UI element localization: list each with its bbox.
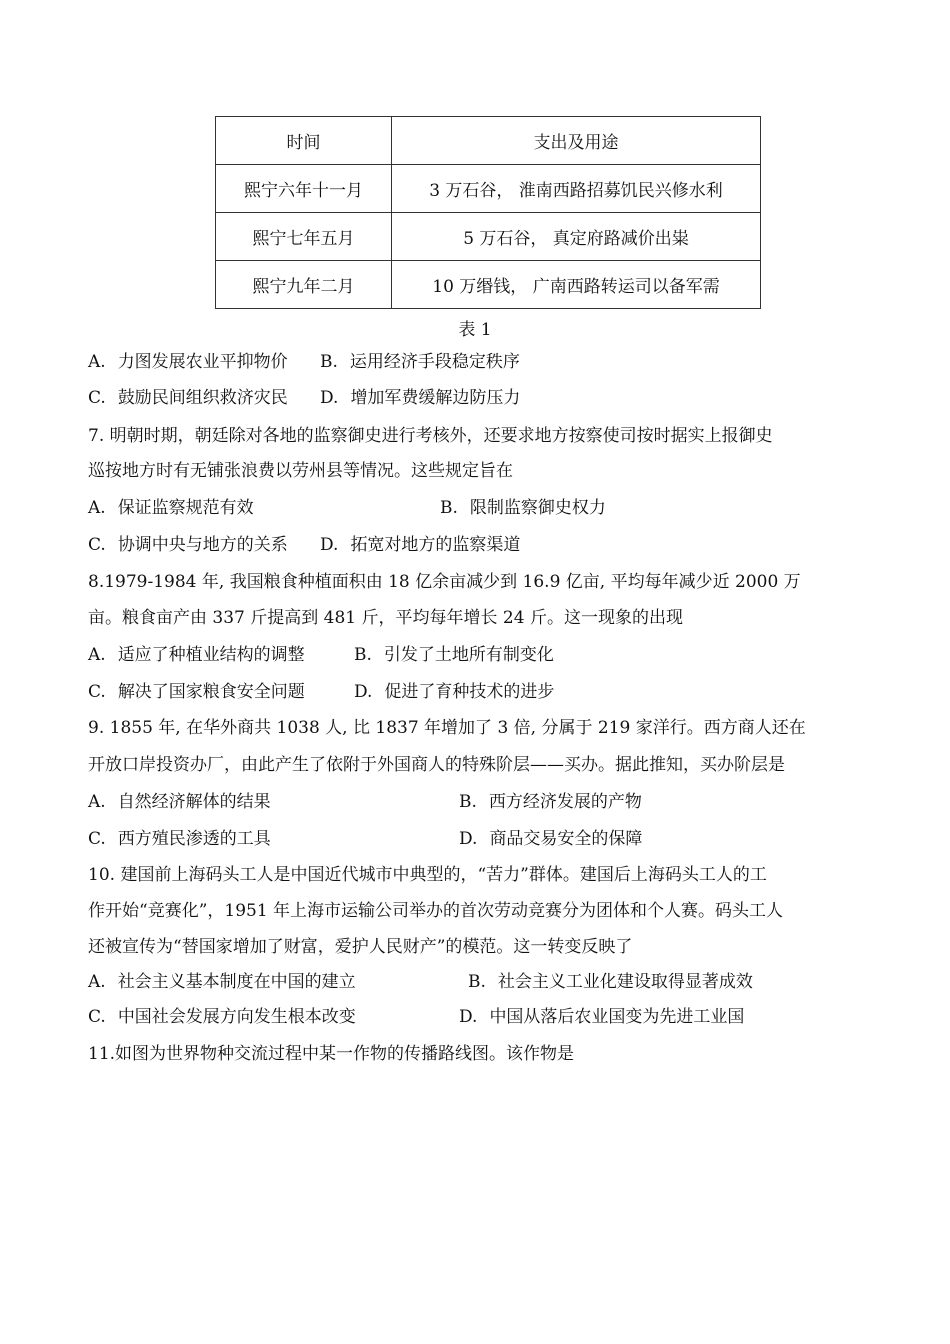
option-letter: B. (354, 645, 372, 665)
option-letter: B. (320, 352, 338, 372)
q7-option-c (88, 533, 288, 557)
option-letter: D. (320, 535, 339, 555)
expenditure-table (215, 116, 761, 309)
option-text: 鼓励民间组织救济灾民 (117, 388, 288, 408)
option-letter: C. (88, 829, 106, 849)
option-letter: A. (88, 498, 106, 518)
q8-option-d (354, 680, 554, 704)
q9-option-a (88, 790, 271, 814)
header-time: 时间 (216, 117, 392, 165)
q8-stem-line: 8.1979-1984 年, 我国粮食种植面积由 18 亿余亩减少到 16.9 亿亩, 平均每年减少近 2000 万 (88, 572, 801, 592)
option-text: 增加军费缓解边防压力 (350, 388, 521, 408)
option-text: 力图发展农业平抑物价 (117, 352, 288, 372)
q9-option-d (459, 827, 642, 851)
option-text: 社会主义工业化建设取得显著成效 (497, 972, 753, 992)
option-letter: C. (88, 388, 106, 408)
q9-option-c (88, 827, 271, 851)
q8-stem-line: 亩。粮食亩产由 337 斤提高到 481 斤，平均每年增长 24 斤。这一现象的出现 (88, 608, 683, 628)
option-letter: B. (468, 972, 486, 992)
option-letter: B. (459, 792, 477, 812)
q8-option-a (88, 643, 305, 667)
table-cell-time: 熙宁六年十一月 (216, 165, 392, 213)
option-text: 拓宽对地方的监察渠道 (350, 535, 521, 555)
q7-option-d (320, 533, 520, 557)
option-text: 引发了土地所有制变化 (383, 645, 554, 665)
option-letter: C. (88, 1007, 106, 1027)
q7-option-a (88, 496, 254, 520)
option-text: 适应了种植业结构的调整 (117, 645, 305, 665)
q7-option-b (440, 496, 606, 520)
table-caption: 表 1 (458, 320, 492, 340)
q10-option-c (88, 1005, 356, 1029)
option-text: 商品交易安全的保障 (489, 829, 643, 849)
q10-stem-line: 10. 建国前上海码头工人是中国近代城市中典型的，“苦力”群体。建国后上海码头工人的工 (88, 865, 767, 885)
table-row (216, 213, 761, 261)
option-letter: C. (88, 535, 106, 555)
option-letter: D. (320, 388, 339, 408)
q10-stem-line: 还被宣传为“替国家增加了财富，爱护人民财产”的模范。这一转变反映了 (88, 937, 633, 957)
option-letter: B. (440, 498, 458, 518)
q10-stem-line: 作开始“竞赛化”，1951 年上海市运输公司举办的首次劳动竞赛分为团体和个人赛。码头工人 (88, 901, 784, 921)
q6-option-b (320, 350, 520, 374)
q11-stem-line: 11.如图为世界物种交流过程中某一作物的传播路线图。该作物是 (88, 1044, 575, 1064)
option-letter: C. (88, 682, 106, 702)
option-text: 西方经济发展的产物 (488, 792, 642, 812)
q8-option-b (354, 643, 554, 667)
table-row (216, 165, 761, 213)
q10-option-b (468, 970, 753, 994)
option-letter: A. (88, 352, 106, 372)
table-cell-time: 熙宁七年五月 (216, 213, 392, 261)
q6-option-a (88, 350, 288, 374)
option-letter: D. (354, 682, 373, 702)
option-text: 解决了国家粮食安全问题 (117, 682, 305, 702)
option-text: 自然经济解体的结果 (117, 792, 271, 812)
q10-option-a (88, 970, 356, 994)
q7-stem-line: 巡按地方时有无铺张浪费以劳州县等情况。这些规定旨在 (88, 461, 513, 481)
q9-stem-line: 9. 1855 年, 在华外商共 1038 人, 比 1837 年增加了 3 倍, 分属于 219 家洋行。西方商人还在 (88, 718, 806, 738)
table-cell-expenditure: 5 万石谷， 真定府路减价出粜 (392, 213, 761, 261)
option-text: 中国社会发展方向发生根本改变 (117, 1007, 356, 1027)
q6-option-c (88, 386, 288, 410)
table-row (216, 261, 761, 309)
option-letter: A. (88, 645, 106, 665)
option-letter: D. (459, 1007, 478, 1027)
q9-stem-line: 开放口岸投资办厂，由此产生了依附于外国商人的特殊阶层——买办。据此推知，买办阶层是 (88, 755, 785, 775)
table-cell-time: 熙宁九年二月 (216, 261, 392, 309)
option-text: 社会主义基本制度在中国的建立 (117, 972, 356, 992)
table-header-row (216, 117, 761, 165)
table-cell-expenditure: 10 万缗钱， 广南西路转运司以备军需 (392, 261, 761, 309)
option-letter: A. (88, 792, 106, 812)
option-text: 中国从落后农业国变为先进工业国 (489, 1007, 745, 1027)
option-letter: D. (459, 829, 478, 849)
option-text: 限制监察御史权力 (469, 498, 606, 518)
q10-option-d (459, 1005, 744, 1029)
table-cell-expenditure: 3 万石谷， 淮南西路招募饥民兴修水利 (392, 165, 761, 213)
q6-option-d (320, 386, 520, 410)
option-text: 西方殖民渗透的工具 (117, 829, 271, 849)
option-letter: A. (88, 972, 106, 992)
q8-option-c (88, 680, 305, 704)
option-text: 运用经济手段稳定秩序 (349, 352, 520, 372)
q7-stem-line: 7. 明朝时期，朝廷除对各地的监察御史进行考核外，还要求地方按察使司按时据实上报御史 (88, 426, 773, 446)
q9-option-b (459, 790, 642, 814)
option-text: 协调中央与地方的关系 (117, 535, 288, 555)
header-expenditure: 支出及用途 (392, 117, 761, 165)
option-text: 保证监察规范有效 (117, 498, 254, 518)
option-text: 促进了育种技术的进步 (384, 682, 555, 702)
